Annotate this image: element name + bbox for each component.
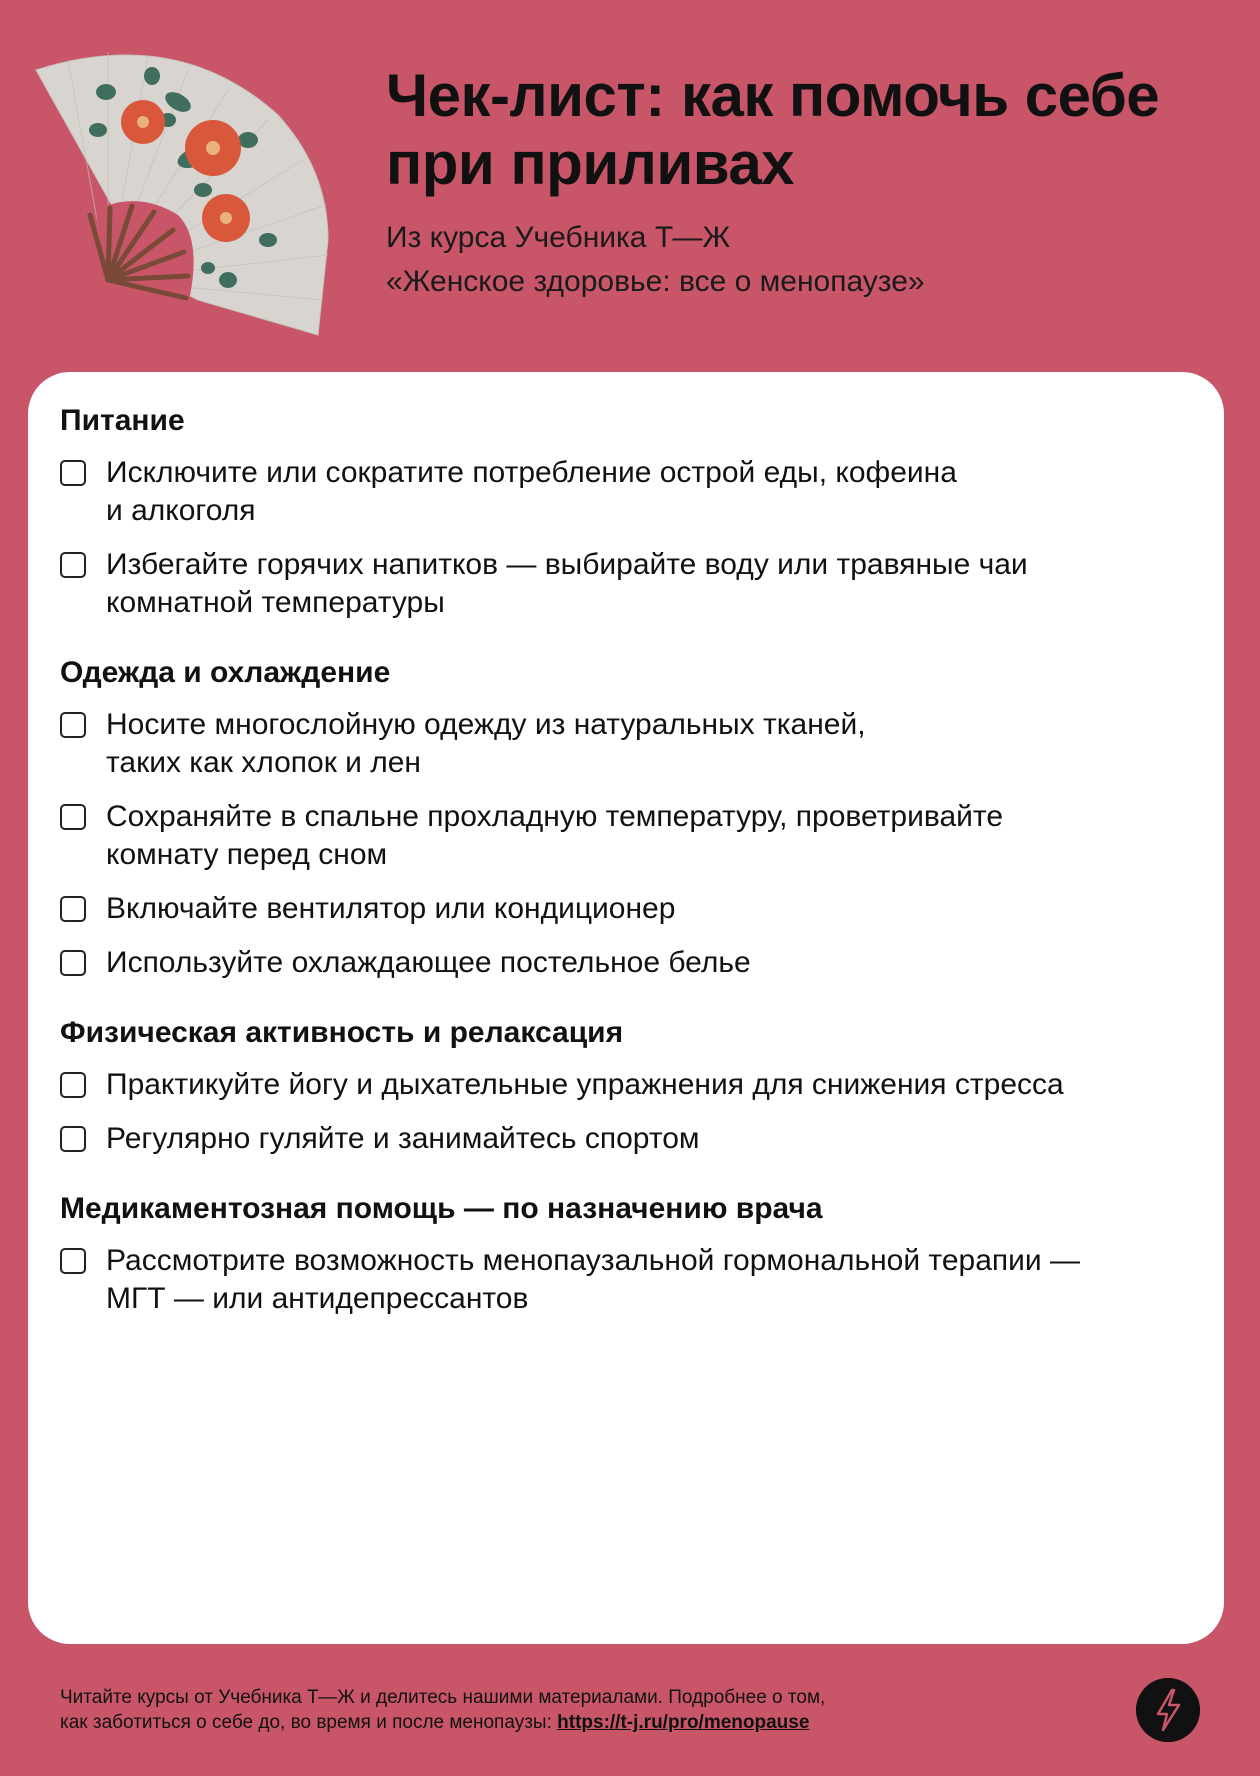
title-line-1: Чек-лист: как помочь себе: [386, 62, 1160, 129]
checkbox-empty-icon[interactable]: [60, 1126, 86, 1152]
checklist-item-text: [106, 944, 751, 982]
page-title: [386, 62, 1236, 198]
checklist-item: [60, 798, 1192, 874]
checklist-item-text: [106, 890, 675, 928]
checklist-item-line: таких как хлопок и лен: [106, 746, 421, 779]
checklist-item: [60, 1066, 1192, 1104]
checklist-card: [28, 372, 1224, 1644]
checkbox-empty-icon[interactable]: [60, 1072, 86, 1098]
checkbox-empty-icon[interactable]: [60, 552, 86, 578]
subtitle-line-2: «Женское здоровье: все о менопаузе»: [386, 265, 925, 298]
subtitle-line-1: Из курса Учебника Т—Ж: [386, 221, 731, 254]
footer-line-2: как заботиться о себе до, во время и после менопаузы:: [60, 1712, 558, 1733]
checkbox-empty-icon[interactable]: [60, 950, 86, 976]
checklist-item-line: комнату перед сном: [106, 838, 388, 871]
checkbox-empty-icon[interactable]: [60, 804, 86, 830]
checkbox-empty-icon[interactable]: [60, 712, 86, 738]
section-title: Физическая активность и релаксация: [60, 1016, 624, 1049]
checklist-item-line: Включайте вентилятор или кондиционер: [106, 892, 676, 925]
checklist-section: [60, 402, 1192, 622]
checklist-item-line: Рассмотрите возможность менопаузальной гормональной терапии —: [106, 1244, 1080, 1277]
checklist-section: [60, 1014, 1192, 1158]
section-title: Одежда и охлаждение: [60, 656, 391, 689]
checklist-item-line: Практикуйте йогу и дыхательные упражнения для снижения стресса: [106, 1068, 1064, 1101]
checklist-item-text: [106, 706, 866, 782]
subtitle: [386, 216, 1236, 304]
checklist-item-text: [106, 546, 1028, 622]
checklist-item-line: Сохраняйте в спальне прохладную температуру, проветривайте: [106, 800, 1003, 833]
footer-line-1: Читайте курсы от Учебника Т—Ж и делитесь нашими материалами. Подробнее о том,: [60, 1687, 826, 1708]
checklist-item: [60, 944, 1192, 982]
checklist-item-line: Используйте охлаждающее постельное белье: [106, 946, 751, 979]
checklist-section: [60, 1190, 1192, 1318]
checklist-item: [60, 1120, 1192, 1158]
checklist-item-text: [106, 798, 1003, 874]
checklist-item-text: [106, 454, 957, 530]
checklist-item: [60, 890, 1192, 928]
checklist-item: [60, 1242, 1192, 1318]
checklist-item-line: Избегайте горячих напитков — выбирайте воду или травяные чаи: [106, 548, 1028, 581]
checklist-item: [60, 454, 1192, 530]
checklist-item-line: и алкоголя: [106, 494, 256, 527]
checklist-item-text: [106, 1066, 1064, 1104]
tj-lightning-logo-icon: [1136, 1678, 1200, 1742]
checkbox-empty-icon[interactable]: [60, 1248, 86, 1274]
checklist-item-text: [106, 1242, 1080, 1318]
checkbox-empty-icon[interactable]: [60, 896, 86, 922]
section-title: Питание: [60, 404, 185, 437]
checkbox-empty-icon[interactable]: [60, 460, 86, 486]
checklist-item-line: МГТ — или антидепрессантов: [106, 1282, 529, 1315]
checklist-item-line: Носите многослойную одежду из натуральных тканей,: [106, 708, 866, 741]
checklist-item: [60, 706, 1192, 782]
section-title: Медикаментозная помощь — по назначению врача: [60, 1192, 823, 1225]
checklist-item-line: Регулярно гуляйте и занимайтесь спортом: [106, 1122, 700, 1155]
checklist-item-line: комнатной температуры: [106, 586, 445, 619]
checklist-item: [60, 546, 1192, 622]
header: [386, 62, 1236, 304]
footer: [60, 1685, 960, 1735]
checklist-item-line: Исключите или сократите потребление острой еды, кофеина: [106, 456, 957, 489]
checklist-item-text: [106, 1120, 700, 1158]
title-line-2: при приливах: [386, 130, 795, 197]
folding-fan-icon: [28, 40, 348, 340]
checklist-section: [60, 654, 1192, 982]
footer-link[interactable]: https://t-j.ru/pro/menopause: [557, 1712, 810, 1733]
